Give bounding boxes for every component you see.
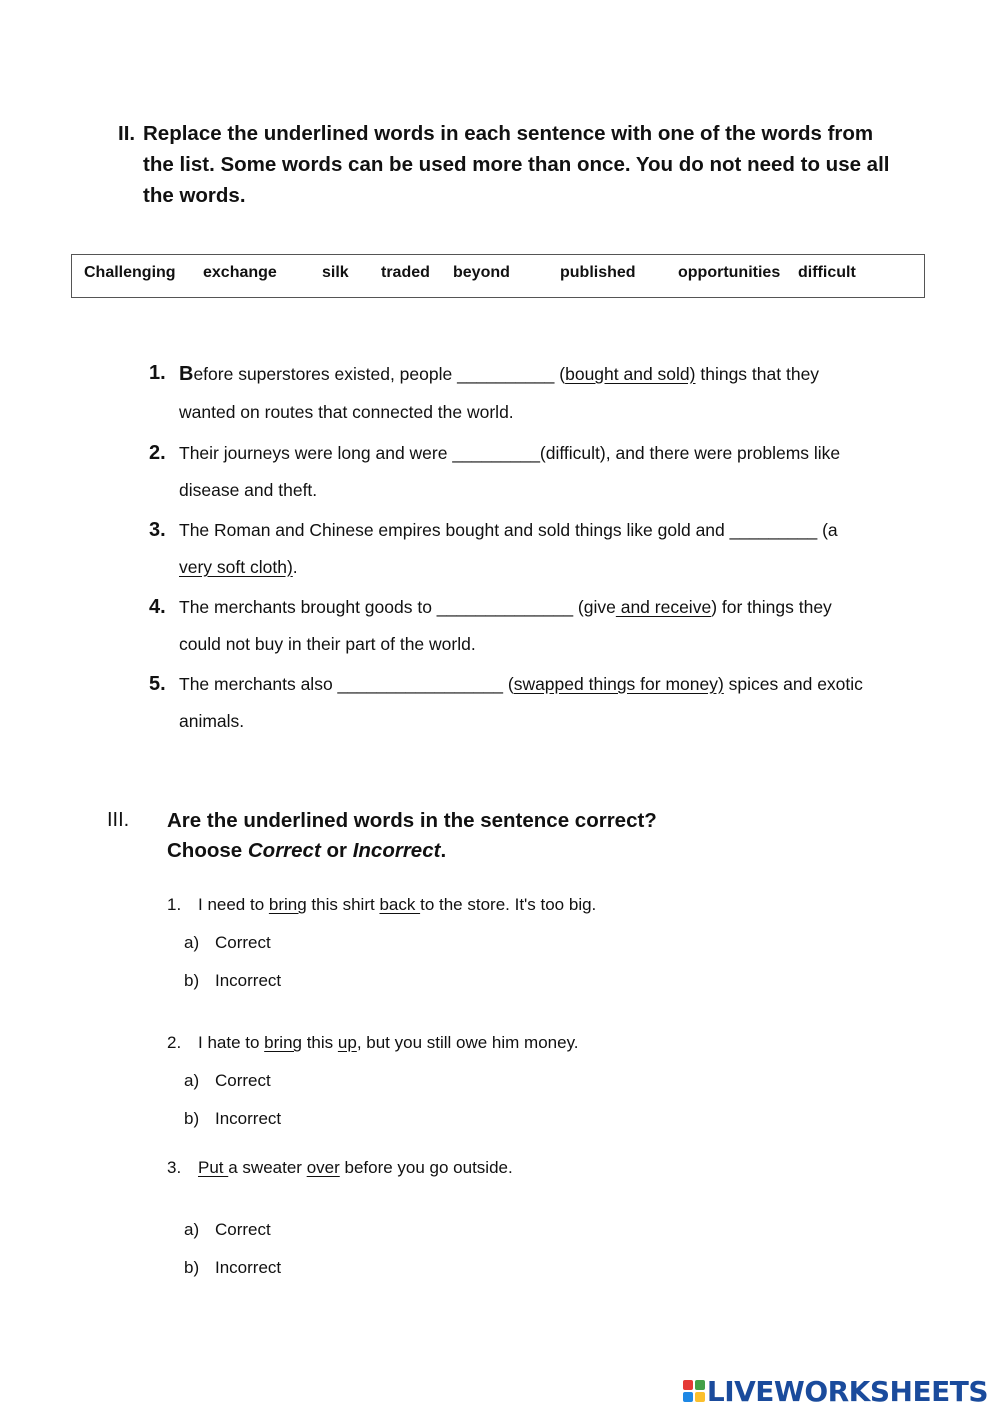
word-bank-item: traded xyxy=(381,264,430,281)
option-incorrect[interactable]: b) Incorrect xyxy=(184,971,282,990)
underlined-word: Put xyxy=(198,1158,229,1177)
word-bank-item: silk xyxy=(322,264,349,281)
instructions: Replace the underlined words in each sentence with one of the words from the list. Some words can be used more than once. You do not need to use all the words. xyxy=(143,122,890,207)
section-3-question: Are the underlined words in the sentence correct? xyxy=(167,809,657,832)
underlined-phrase: bought and sold) xyxy=(565,364,696,384)
question-text-line: very soft cloth). xyxy=(179,557,298,577)
logo-icon xyxy=(683,1380,705,1402)
word-bank-item: difficult xyxy=(798,264,856,281)
question-number: 1. xyxy=(149,362,166,384)
question-text-line: The merchants brought goods to ______________ (give and receive) for things they xyxy=(179,597,832,617)
word-bank-item: Challenging xyxy=(84,264,176,281)
question-text-line: The merchants also _________________ (swapped things for money) spices and exotic xyxy=(179,674,863,694)
underlined-phrase: swapped things for money) xyxy=(513,674,724,694)
underlined-phrase: and receive xyxy=(615,597,712,617)
question-text-line: The Roman and Chinese empires bought and sold things like gold and _________ (a xyxy=(179,520,838,540)
word-bank-item: published xyxy=(560,264,636,281)
question-number: 5. xyxy=(149,673,166,695)
section-3-heading xyxy=(167,806,657,866)
underlined-phrase: very soft cloth) xyxy=(179,557,293,577)
liveworksheets-logo[interactable] xyxy=(683,1374,988,1408)
option-correct[interactable]: a) Correct xyxy=(184,1220,271,1239)
mc-question-text: 1. I need to bring this shirt back to the store. It's too big. xyxy=(167,895,597,914)
question-number: 3. xyxy=(149,519,166,541)
mc-question-text: 3. Put a sweater over before you go outside. xyxy=(167,1158,513,1177)
word-bank-item: exchange xyxy=(203,264,277,281)
option-incorrect[interactable]: b) Incorrect xyxy=(184,1109,282,1128)
question-text-line: Their journeys were long and were _________(difficult), and there were problems like xyxy=(179,443,841,463)
question-text-line: disease and theft. xyxy=(179,480,318,500)
underlined-word: back xyxy=(379,895,421,914)
section-2-heading xyxy=(118,118,908,211)
underlined-word: up xyxy=(337,1033,357,1052)
section-number: III. xyxy=(107,809,130,831)
question-text-line: Before superstores existed, people __________ (bought and sold) things that they xyxy=(179,363,820,385)
question-number: 4. xyxy=(149,596,166,618)
word-bank-item: opportunities xyxy=(678,264,781,281)
section-3-instruction: Choose Correct or Incorrect. xyxy=(167,839,447,862)
option-correct[interactable]: a) Correct xyxy=(184,1071,271,1090)
question-text-line: animals. xyxy=(179,711,245,731)
question-text-line: could not buy in their part of the world. xyxy=(179,634,476,654)
option-incorrect[interactable]: b) Incorrect xyxy=(184,1258,282,1277)
option-correct[interactable]: a) Correct xyxy=(184,933,271,952)
question-number: 2. xyxy=(149,442,166,464)
word-bank xyxy=(71,254,925,298)
word-bank-item: beyond xyxy=(453,264,510,281)
underlined-word: bring xyxy=(268,895,307,914)
underlined-word: bring xyxy=(264,1033,302,1052)
underlined-word: over xyxy=(306,1158,340,1177)
mc-question-text: 2. I hate to bring this up, but you still owe him money. xyxy=(167,1033,579,1052)
logo-text: LIVEWORKSHEETS xyxy=(706,1374,988,1408)
question-text-line: wanted on routes that connected the world. xyxy=(179,402,514,422)
section-number: II. xyxy=(118,122,136,145)
